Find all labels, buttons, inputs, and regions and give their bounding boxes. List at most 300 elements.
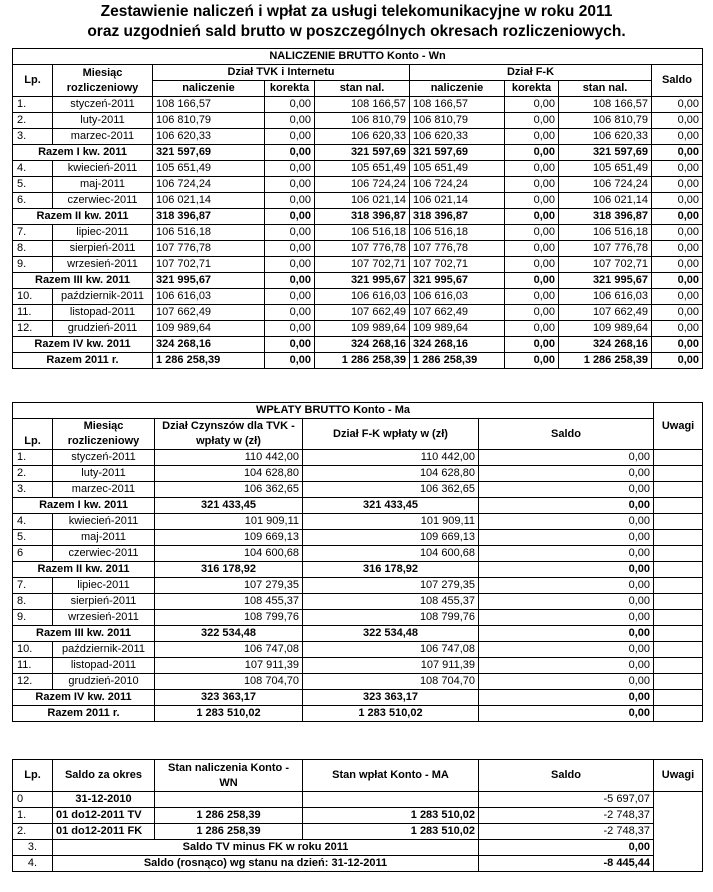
cell-saldo: 0,00	[652, 241, 703, 257]
cell-saldo: 0,00	[652, 145, 703, 161]
cell-fk: 108 704,70	[303, 674, 479, 690]
row-stan-naliczenia: 1 286 258,39	[155, 824, 303, 840]
cell-fk: 108 455,37	[303, 594, 479, 610]
row-okres: 31-12-2010	[53, 792, 155, 808]
cell-saldo: 0,00	[652, 321, 703, 337]
cell-fk-stan: 106 810,79	[559, 113, 652, 129]
cell-fk-stan: 107 776,78	[559, 241, 652, 257]
cell-fk-korekta: 0,00	[505, 97, 559, 113]
row-lp: 6	[13, 546, 53, 562]
cell-czynsz: 104 628,80	[155, 466, 303, 482]
cell-tvk-naliczenie: 106 620,33	[153, 129, 265, 145]
cell-saldo: 0,00	[479, 578, 654, 594]
cell-tvk-stan: 109 989,64	[315, 321, 410, 337]
cell-fk: 109 669,13	[303, 530, 479, 546]
cell-saldo: 0,00	[652, 113, 703, 129]
row-lp: 9.	[13, 257, 53, 273]
row-stan-wplat: 1 283 510,02	[303, 824, 479, 840]
table-row	[13, 289, 703, 305]
table-row	[13, 824, 703, 840]
table-row	[13, 792, 703, 808]
row-lp: 2.	[13, 113, 53, 129]
cell-tvk-korekta: 0,00	[265, 129, 315, 145]
row-lp: 1.	[13, 97, 53, 113]
row-month: październik-2011	[53, 642, 155, 658]
header-stan-naliczenia: Stan naliczenia Konto - WN	[155, 760, 303, 792]
cell-fk-stan: 106 616,03	[559, 289, 652, 305]
header-lp: Lp.	[13, 760, 53, 792]
table-row	[13, 610, 703, 626]
cell-tvk-korekta: 0,00	[265, 273, 315, 289]
cell-tvk-stan: 318 396,87	[315, 209, 410, 225]
header-czynsz: Dział Czynszów dla TVK -wpłaty w (zł)	[155, 419, 303, 450]
row-lp: 7.	[13, 578, 53, 594]
cell-fk: 104 600,68	[303, 546, 479, 562]
cell-saldo: 0,00	[479, 498, 654, 514]
cell-fk: 322 534,48	[303, 626, 479, 642]
row-month: marzec-2011	[53, 482, 155, 498]
row-lp: 1.	[13, 808, 53, 824]
cell-fk-naliczenie: 106 620,33	[410, 129, 505, 145]
cell-saldo: 0,00	[652, 305, 703, 321]
cell-tvk-korekta: 0,00	[265, 321, 315, 337]
cell-tvk-naliczenie: 105 651,49	[153, 161, 265, 177]
row-lp: 12.	[13, 321, 53, 337]
cell-czynsz: 108 455,37	[155, 594, 303, 610]
cell-fk-korekta: 0,00	[505, 225, 559, 241]
header-saldo: Saldo	[652, 65, 703, 97]
cell-fk-naliczenie: 106 810,79	[410, 113, 505, 129]
row-month: wrzesień-2011	[53, 257, 153, 273]
cell-tvk-korekta: 0,00	[265, 161, 315, 177]
subheader-stan: stan nal.	[315, 81, 410, 97]
header-okres: Saldo za okres	[53, 760, 155, 792]
row-lp: 2.	[13, 824, 53, 840]
cell-saldo: 0,00	[652, 257, 703, 273]
cell-fk-stan: 109 989,64	[559, 321, 652, 337]
cell-fk-korekta: 0,00	[505, 161, 559, 177]
cell-fk-naliczenie: 106 021,14	[410, 193, 505, 209]
cell-tvk-naliczenie: 106 021,14	[153, 193, 265, 209]
header-tvk: Dział TVK i Internetu	[153, 65, 410, 81]
row-label: Razem I kw. 2011	[13, 498, 155, 514]
row-label: Razem II kw. 2011	[13, 562, 155, 578]
summary-row	[13, 145, 703, 161]
row-month: październik-2011	[53, 289, 153, 305]
row-lp: 10.	[13, 289, 53, 305]
row-month: sierpień-2011	[53, 594, 155, 610]
cell-tvk-korekta: 0,00	[265, 289, 315, 305]
cell-fk-naliczenie: 321 995,67	[410, 273, 505, 289]
cell-czynsz: 108 704,70	[155, 674, 303, 690]
row-month: marzec-2011	[53, 129, 153, 145]
cell-fk-stan: 321 597,69	[559, 145, 652, 161]
row-month: lipiec-2011	[53, 225, 153, 241]
cell-tvk-korekta: 0,00	[265, 177, 315, 193]
cell-saldo: 0,00	[479, 626, 654, 642]
cell-fk-korekta: 0,00	[505, 241, 559, 257]
cell-fk-naliczenie: 106 516,18	[410, 225, 505, 241]
cell-fk-korekta: 0,00	[505, 193, 559, 209]
table-row	[13, 578, 703, 594]
cell-tvk-naliczenie: 106 516,18	[153, 225, 265, 241]
table-row	[13, 466, 703, 482]
cell-fk-stan: 106 724,24	[559, 177, 652, 193]
cell-uwagi	[654, 498, 703, 514]
cell-czynsz: 323 363,17	[155, 690, 303, 706]
subheader-stan: stan nal.	[559, 81, 652, 97]
cell-fk-korekta: 0,00	[505, 257, 559, 273]
accruals-table	[12, 48, 703, 369]
subheader-korekta: korekta	[265, 81, 315, 97]
table-row	[13, 177, 703, 193]
header-lp: Lp.	[13, 434, 53, 450]
cell-czynsz: 104 600,68	[155, 546, 303, 562]
cell-czynsz: 106 362,65	[155, 482, 303, 498]
row-lp: 11.	[13, 658, 53, 674]
cell-tvk-naliczenie: 108 166,57	[153, 97, 265, 113]
cell-tvk-korekta: 0,00	[265, 193, 315, 209]
row-month: maj-2011	[53, 177, 153, 193]
cell-fk-stan: 106 021,14	[559, 193, 652, 209]
row-month: kwiecień-2011	[53, 514, 155, 530]
cell-tvk-korekta: 0,00	[265, 353, 315, 369]
cell-saldo: 0,00	[479, 642, 654, 658]
cell-saldo: 0,00	[479, 450, 654, 466]
cell-saldo: 0,00	[652, 193, 703, 209]
cell-czynsz: 101 909,11	[155, 514, 303, 530]
row-lp: 2.	[13, 466, 53, 482]
cell-tvk-stan: 107 662,49	[315, 305, 410, 321]
row-month: grudzień-2011	[53, 321, 153, 337]
cell-fk-naliczenie: 324 268,16	[410, 337, 505, 353]
subheader-naliczenie: naliczenie	[153, 81, 265, 97]
cell-fk: 323 363,17	[303, 690, 479, 706]
cell-fk: 101 909,11	[303, 514, 479, 530]
cell-uwagi	[654, 546, 703, 562]
table-row	[13, 642, 703, 658]
summary-row	[13, 353, 703, 369]
cell-fk-stan: 107 662,49	[559, 305, 652, 321]
cell-fk-stan: 107 702,71	[559, 257, 652, 273]
cell-saldo: 0,00	[652, 337, 703, 353]
cell-saldo: 0,00	[652, 353, 703, 369]
row-saldo: -5 697,07	[479, 792, 654, 808]
table-row	[13, 514, 703, 530]
cell-fk: 107 279,35	[303, 578, 479, 594]
cell-saldo: 0,00	[479, 514, 654, 530]
cell-saldo: 0,00	[479, 610, 654, 626]
cell-tvk-stan: 107 702,71	[315, 257, 410, 273]
row-label: Razem II kw. 2011	[13, 209, 153, 225]
table-row	[13, 193, 703, 209]
table-row	[13, 594, 703, 610]
header-saldo: Saldo	[479, 760, 654, 792]
cell-saldo: 0,00	[652, 209, 703, 225]
cell-fk-korekta: 0,00	[505, 305, 559, 321]
summary-row	[13, 337, 703, 353]
row-label: Razem 2011 r.	[13, 706, 155, 722]
row-lp: 10.	[13, 642, 53, 658]
row-month: listopad-2011	[53, 305, 153, 321]
cell-tvk-stan: 1 286 258,39	[315, 353, 410, 369]
header-fk: Dział F-K	[410, 65, 652, 81]
cell-tvk-naliczenie: 106 810,79	[153, 113, 265, 129]
cell-fk: 1 283 510,02	[303, 706, 479, 722]
cell-fk-stan: 318 396,87	[559, 209, 652, 225]
cell-fk: 316 178,92	[303, 562, 479, 578]
cell-tvk-stan: 105 651,49	[315, 161, 410, 177]
cell-tvk-korekta: 0,00	[265, 337, 315, 353]
table-row	[13, 482, 703, 498]
cell-tvk-korekta: 0,00	[265, 97, 315, 113]
summary-row	[13, 690, 703, 706]
row-month: styczeń-2011	[53, 450, 155, 466]
cell-tvk-naliczenie: 321 995,67	[153, 273, 265, 289]
cell-saldo: 0,00	[652, 177, 703, 193]
cell-uwagi	[654, 610, 703, 626]
row-month: listopad-2011	[53, 658, 155, 674]
cell-saldo: 0,00	[652, 289, 703, 305]
row-label: Razem III kw. 2011	[13, 626, 155, 642]
row-label: Saldo TV minus FK w roku 2011	[53, 840, 479, 856]
table-row	[13, 97, 703, 113]
cell-tvk-stan: 106 810,79	[315, 113, 410, 129]
table-row	[13, 225, 703, 241]
summary-row	[13, 626, 703, 642]
cell-tvk-stan: 107 776,78	[315, 241, 410, 257]
cell-tvk-stan: 106 516,18	[315, 225, 410, 241]
cell-uwagi	[654, 658, 703, 674]
cell-fk-naliczenie: 1 286 258,39	[410, 353, 505, 369]
cell-uwagi	[654, 642, 703, 658]
cell-tvk-korekta: 0,00	[265, 113, 315, 129]
cell-fk-korekta: 0,00	[505, 145, 559, 161]
header-uwagi: Uwagi	[654, 760, 703, 792]
row-lp: 5.	[13, 530, 53, 546]
row-label: Razem IV kw. 2011	[13, 690, 155, 706]
cell-czynsz: 107 279,35	[155, 578, 303, 594]
row-okres: 01 do12-2011 FK	[53, 824, 155, 840]
header-fk-payments: Dział F-K wpłaty w (zł)	[303, 419, 479, 450]
title-line-1: Zestawienie naliczeń i wpłat za usługi telekomunikacyjne w roku 2011	[100, 3, 613, 20]
row-label: Razem III kw. 2011	[13, 273, 153, 289]
cell-fk-naliczenie: 105 651,49	[410, 161, 505, 177]
row-lp: 3.	[13, 482, 53, 498]
cell-saldo: 0,00	[479, 658, 654, 674]
cell-saldo: 0,00	[479, 530, 654, 546]
row-lp: 3.	[13, 129, 53, 145]
cell-fk-stan: 321 995,67	[559, 273, 652, 289]
table-row	[13, 305, 703, 321]
row-label: Razem 2011 r.	[13, 353, 153, 369]
table-row	[13, 840, 703, 856]
cell-fk-naliczenie: 109 989,64	[410, 321, 505, 337]
cell-tvk-korekta: 0,00	[265, 305, 315, 321]
header-lp: Lp.	[13, 65, 53, 97]
row-month: styczeń-2011	[53, 97, 153, 113]
cell-tvk-naliczenie: 324 268,16	[153, 337, 265, 353]
row-month: kwiecień-2011	[53, 161, 153, 177]
cell-uwagi	[654, 594, 703, 610]
cell-fk: 108 799,76	[303, 610, 479, 626]
row-lp: 1.	[13, 450, 53, 466]
cell-fk-korekta: 0,00	[505, 177, 559, 193]
table-row	[13, 257, 703, 273]
cell-fk-korekta: 0,00	[505, 353, 559, 369]
row-lp: 11.	[13, 305, 53, 321]
table-row	[13, 658, 703, 674]
row-lp: 5.	[13, 177, 53, 193]
cell-uwagi	[654, 578, 703, 594]
cell-saldo: 0,00	[479, 482, 654, 498]
row-lp: 4.	[13, 161, 53, 177]
cell-tvk-naliczenie: 318 396,87	[153, 209, 265, 225]
cell-czynsz: 108 799,76	[155, 610, 303, 626]
row-month: luty-2011	[53, 113, 153, 129]
cell-saldo: 0,00	[652, 129, 703, 145]
cell-fk-korekta: 0,00	[505, 209, 559, 225]
cell-fk-stan: 106 516,18	[559, 225, 652, 241]
row-saldo: -2 748,37	[479, 824, 654, 840]
cell-uwagi	[654, 690, 703, 706]
cell-fk-naliczenie: 106 616,03	[410, 289, 505, 305]
title-line-2: oraz uzgodnień sald brutto w poszczególnych okresach rozliczeniowych.	[87, 23, 626, 40]
cell-tvk-korekta: 0,00	[265, 225, 315, 241]
row-label: Razem IV kw. 2011	[13, 337, 153, 353]
payments-section-title: WPŁATY BRUTTO Konto - Ma	[13, 403, 654, 419]
row-lp: 7.	[13, 225, 53, 241]
header-stan-wplat: Stan wpłat Konto - MA	[303, 760, 479, 792]
cell-saldo: 0,00	[652, 97, 703, 113]
cell-fk: 110 442,00	[303, 450, 479, 466]
cell-fk: 106 362,65	[303, 482, 479, 498]
cell-czynsz: 1 283 510,02	[155, 706, 303, 722]
cell-fk-naliczenie: 107 776,78	[410, 241, 505, 257]
cell-fk: 321 433,45	[303, 498, 479, 514]
cell-saldo: 0,00	[652, 161, 703, 177]
table-row	[13, 161, 703, 177]
cell-tvk-naliczenie: 321 597,69	[153, 145, 265, 161]
cell-uwagi	[654, 466, 703, 482]
accruals-section-title: NALICZENIE BRUTTO Konto - Wn	[13, 49, 703, 65]
row-month: maj-2011	[53, 530, 155, 546]
cell-saldo: 0,00	[479, 674, 654, 690]
row-lp: 4.	[13, 514, 53, 530]
table-row	[13, 129, 703, 145]
subheader-naliczenie: naliczenie	[410, 81, 505, 97]
cell-saldo: 0,00	[479, 706, 654, 722]
cell-saldo: 0,00	[479, 594, 654, 610]
summary-row	[13, 706, 703, 722]
cell-czynsz: 106 747,08	[155, 642, 303, 658]
row-stan-wplat: 1 283 510,02	[303, 808, 479, 824]
table-row	[13, 808, 703, 824]
summary-row	[13, 273, 703, 289]
cell-saldo: 0,00	[479, 546, 654, 562]
cell-fk-naliczenie: 321 597,69	[410, 145, 505, 161]
table-row	[13, 530, 703, 546]
cell-tvk-korekta: 0,00	[265, 241, 315, 257]
row-saldo: -2 748,37	[479, 808, 654, 824]
cell-tvk-korekta: 0,00	[265, 209, 315, 225]
cell-fk-stan: 105 651,49	[559, 161, 652, 177]
table-row	[13, 113, 703, 129]
summary-row	[13, 562, 703, 578]
cell-saldo: 0,00	[479, 562, 654, 578]
row-month: luty-2011	[53, 466, 155, 482]
row-lp: 12.	[13, 674, 53, 690]
table-row	[13, 674, 703, 690]
cell-uwagi	[654, 626, 703, 642]
document-title	[0, 0, 713, 42]
header-uwagi: Uwagi	[654, 403, 703, 450]
cell-uwagi	[654, 514, 703, 530]
cell-tvk-stan: 321 597,69	[315, 145, 410, 161]
row-saldo: -8 445,44	[479, 856, 654, 872]
row-label: Razem I kw. 2011	[13, 145, 153, 161]
table-row	[13, 450, 703, 466]
cell-tvk-korekta: 0,00	[265, 257, 315, 273]
row-lp: 8.	[13, 241, 53, 257]
cell-czynsz: 109 669,13	[155, 530, 303, 546]
row-month: lipiec-2011	[53, 578, 155, 594]
cell-tvk-naliczenie: 106 724,24	[153, 177, 265, 193]
row-month: grudzień-2010	[53, 674, 155, 690]
cell-fk-korekta: 0,00	[505, 129, 559, 145]
header-month: Miesiąc rozliczeniowy	[53, 419, 155, 450]
cell-czynsz: 110 442,00	[155, 450, 303, 466]
cell-fk-korekta: 0,00	[505, 273, 559, 289]
row-okres: 01 do12-2011 TV	[53, 808, 155, 824]
cell-fk-korekta: 0,00	[505, 321, 559, 337]
cell-czynsz: 321 433,45	[155, 498, 303, 514]
cell-uwagi	[654, 706, 703, 722]
row-lp: 9.	[13, 610, 53, 626]
table-row	[13, 241, 703, 257]
cell-fk-naliczenie: 318 396,87	[410, 209, 505, 225]
row-lp: 3.	[13, 840, 53, 856]
cell-tvk-korekta: 0,00	[265, 145, 315, 161]
cell-tvk-stan: 106 620,33	[315, 129, 410, 145]
cell-uwagi	[654, 482, 703, 498]
row-lp: 4.	[13, 856, 53, 872]
row-lp: 8.	[13, 594, 53, 610]
cell-fk-stan: 108 166,57	[559, 97, 652, 113]
cell-fk-korekta: 0,00	[505, 289, 559, 305]
header-saldo: Saldo	[479, 419, 654, 450]
cell-tvk-stan: 108 166,57	[315, 97, 410, 113]
cell-tvk-naliczenie: 107 776,78	[153, 241, 265, 257]
cell-fk-naliczenie: 108 166,57	[410, 97, 505, 113]
cell-fk: 104 628,80	[303, 466, 479, 482]
cell-tvk-stan: 106 616,03	[315, 289, 410, 305]
cell-saldo: 0,00	[652, 225, 703, 241]
cell-tvk-naliczenie: 106 616,03	[153, 289, 265, 305]
summary-row	[13, 209, 703, 225]
row-label: Saldo (rosnąco) wg stanu na dzień: 31-12-2011	[53, 856, 479, 872]
cell-fk-naliczenie: 106 724,24	[410, 177, 505, 193]
cell-tvk-naliczenie: 109 989,64	[153, 321, 265, 337]
cell-czynsz: 322 534,48	[155, 626, 303, 642]
table-row	[13, 321, 703, 337]
cell-saldo: 0,00	[652, 273, 703, 289]
cell-saldo: 0,00	[479, 690, 654, 706]
cell-czynsz: 316 178,92	[155, 562, 303, 578]
summary-row	[13, 498, 703, 514]
cell-fk-stan: 106 620,33	[559, 129, 652, 145]
cell-fk-stan: 1 286 258,39	[559, 353, 652, 369]
